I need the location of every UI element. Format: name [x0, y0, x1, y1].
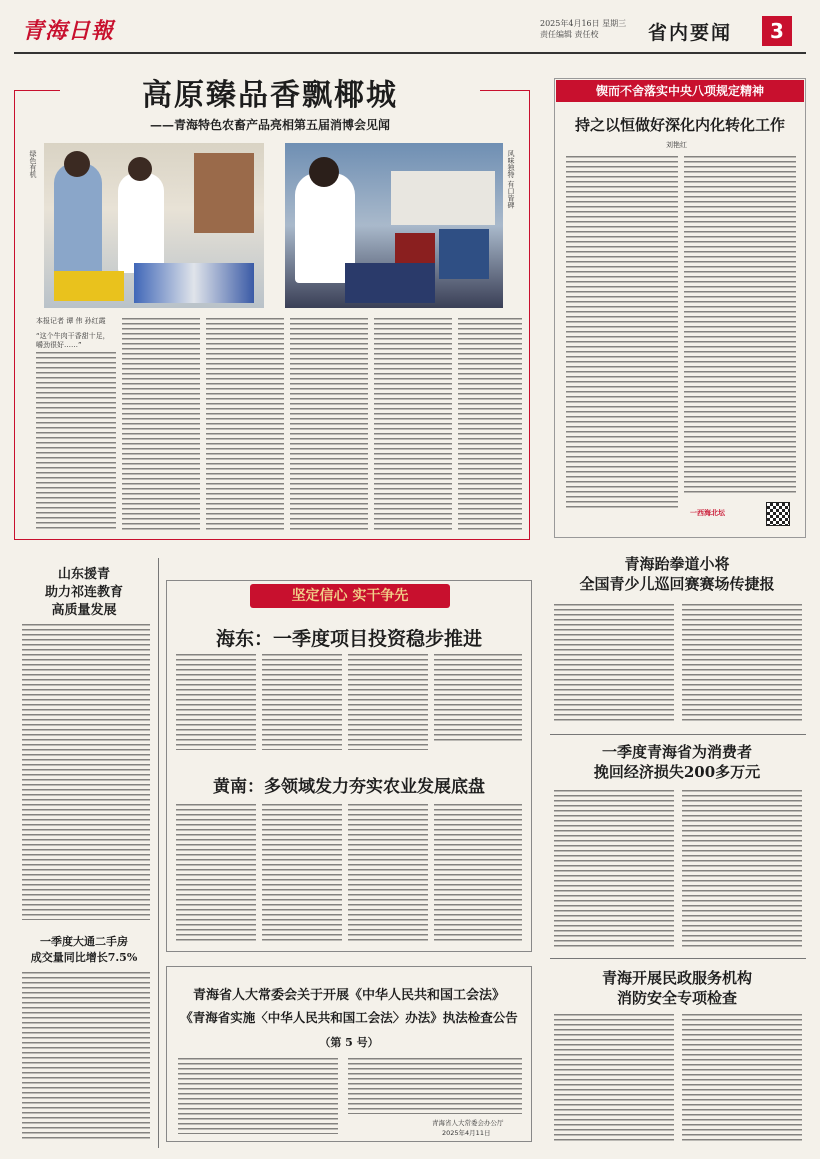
right-story3-col2 — [682, 1014, 802, 1142]
right-story3-col1 — [554, 1014, 674, 1142]
issue-date — [540, 18, 626, 40]
center-story1-col3 — [348, 654, 428, 750]
center-story2-title: 黄南：多领域发力夯实农业发展底盘 — [213, 777, 485, 797]
right-story2-col2 — [682, 790, 802, 950]
notice-signoff-org: 青海省人大常委会办公厅 — [432, 1119, 504, 1127]
lead-body-col4 — [290, 318, 368, 530]
right-story3-title — [546, 968, 808, 1008]
notice-number: （第 5 号） — [319, 1036, 379, 1049]
center-banner: 坚定信心 实干争先 — [250, 584, 450, 608]
left-col-rule — [158, 558, 159, 1148]
center-story1-col1 — [176, 654, 256, 750]
column-banner: 锲而不舍落实中央八项规定精神 — [556, 80, 804, 102]
right-story2-col1 — [554, 790, 674, 950]
lead-photo-left — [44, 143, 264, 308]
lead-subtitle: ——青海特色农畜产品亮相第五届消博会见闻 — [149, 118, 390, 132]
right-story2-title — [546, 742, 808, 782]
qr-code-icon — [766, 502, 790, 526]
notice-body-left — [178, 1058, 338, 1134]
right-story1-col2 — [682, 604, 802, 724]
notice-title-l2: 《青海省实施〈中华人民共和国工会法〉办法》执法检查公告 — [180, 1010, 518, 1025]
center-story2-col4 — [434, 804, 522, 944]
left-story1-title — [14, 566, 154, 620]
issue-date-line1: 2025年4月16日 星期三 — [540, 19, 627, 28]
lead-opening-quote: “这个牛肉干香甜十足，嚼劲很好……” — [36, 332, 110, 349]
right-story1-title — [546, 554, 808, 594]
center-story2-col3 — [348, 804, 428, 944]
column-body-right — [684, 156, 796, 496]
left-story2-title-l1: 一季度大通二手房 — [40, 935, 128, 948]
right-story1-title-l1: 青海跆拳道小将 — [624, 555, 730, 573]
right-story3-title-l1: 青海开展民政服务机构 — [601, 969, 752, 987]
notice-body-right — [348, 1058, 522, 1114]
lead-photo-right-caption: 风味独特 有口皆碑 — [507, 150, 515, 209]
right-rule1 — [550, 734, 806, 735]
newspaper-logo: 青海日報 — [22, 18, 115, 44]
right-story3-title-l2: 消防安全专项检查 — [616, 989, 737, 1007]
lead-body-col6 — [458, 318, 522, 530]
page-number: 3 — [762, 16, 792, 46]
notice-signoff-date: 2025年4月11日 — [442, 1129, 491, 1137]
center-story2-col2 — [262, 804, 342, 944]
left-story1-title-l3: 高质量发展 — [51, 603, 117, 618]
lead-body-col3 — [206, 318, 284, 530]
lead-photo-right — [285, 143, 503, 308]
issue-date-line2: 责任编辑 责任校 — [540, 30, 599, 39]
right-story2-title-l1: 一季度青海省为消费者 — [601, 743, 752, 761]
column-title: 持之以恒做好深化内化转化工作 — [574, 116, 785, 134]
lead-body-col1 — [36, 352, 116, 530]
column-body-left — [566, 156, 678, 510]
lead-byline: 本报记者 谭 伟 孙红霞 — [36, 317, 106, 325]
left-story1-body — [22, 624, 150, 920]
center-story1-col2 — [262, 654, 342, 750]
right-story2-title-l2: 挽回经济损失200多万元 — [593, 763, 761, 781]
right-story1-title-l2: 全国青少儿巡回赛赛场传捷报 — [579, 575, 775, 593]
left-story2-title-l2: 成交量同比增长7.5% — [30, 951, 138, 964]
masthead-rule — [14, 52, 806, 54]
column-footer-tag: 一西海北坛 — [690, 509, 725, 517]
lead-photo-left-caption: 绿色有机 — [29, 150, 37, 178]
right-rule2 — [550, 958, 806, 959]
lead-body-col5 — [374, 318, 452, 530]
column-author: 刘艳红 — [666, 141, 687, 149]
right-story1-col1 — [554, 604, 674, 724]
left-story1-title-l1: 山东援青 — [57, 567, 110, 582]
left-story1-title-l2: 助力祁连教育 — [44, 585, 123, 600]
center-story2-col1 — [176, 804, 256, 944]
lead-title: 高原臻品香飘椰城 — [60, 70, 480, 114]
center-story1-col4 — [434, 654, 522, 744]
left-story2-title — [14, 934, 154, 966]
notice-title-l1: 青海省人大常委会关于开展《中华人民共和国工会法》 — [192, 988, 505, 1003]
section-title: 省内要闻 — [648, 22, 733, 44]
center-story1-title: 海东：一季度项目投资稳步推进 — [215, 628, 482, 650]
left-story2-body — [22, 972, 150, 1142]
lead-body-col2 — [122, 318, 200, 530]
